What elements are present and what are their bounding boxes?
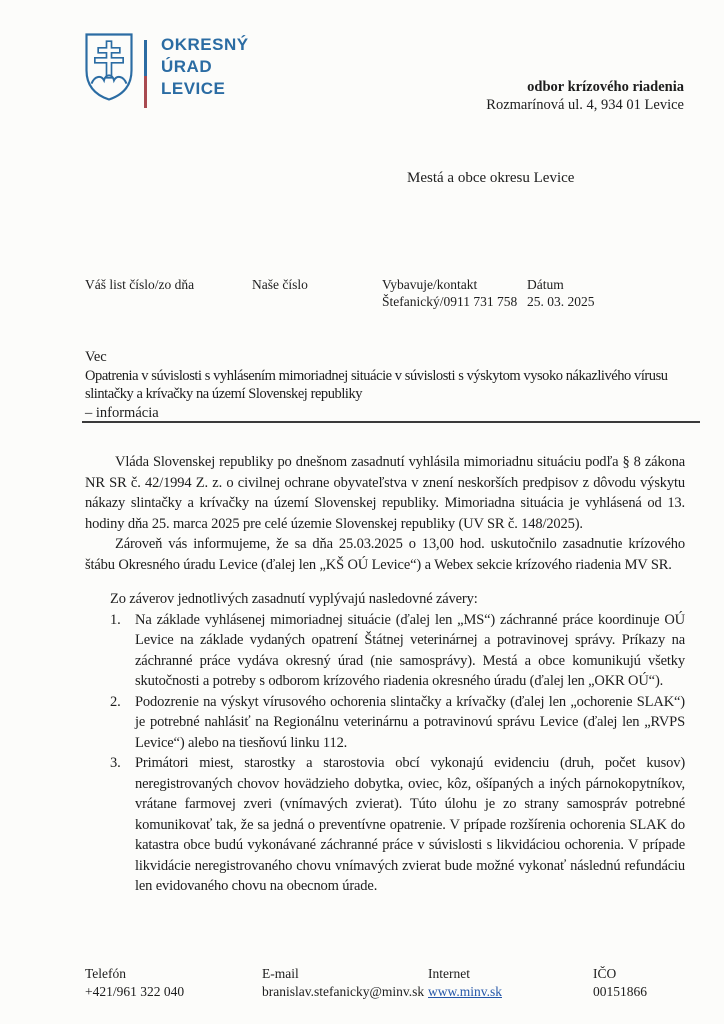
ref-date: [527, 276, 595, 310]
list-item: [85, 692, 685, 754]
footer-label: IČO: [593, 966, 617, 981]
list-number: 3.: [110, 755, 121, 771]
reference-block: [85, 276, 685, 316]
subject-block: [85, 348, 685, 422]
paragraph: Zároveň vás informujeme, že sa dňa 25.03.2025 o 13,00 hod. uskutočnilo zasadnutie krízového štábu Okresného úradu Levice (ďalej len „KŠ OÚ Levice“) a Webex sekcie krízového riadenia MV SR.: [85, 536, 685, 573]
ref-label: Naše číslo: [252, 277, 308, 292]
footer-internet: [428, 965, 502, 1001]
footer-email: [262, 965, 424, 1001]
ref-our-number: [252, 276, 308, 293]
list-number: 2.: [110, 693, 121, 710]
letterhead: [84, 30, 249, 108]
letterhead-divider: [144, 40, 147, 108]
divider-blue-segment: [144, 40, 147, 76]
footer-label: Internet: [428, 966, 470, 981]
department-block: [486, 78, 684, 114]
ref-your-number: [85, 276, 194, 293]
letter-body: [85, 452, 685, 897]
ref-label: Váš list číslo/zo dňa: [85, 277, 195, 292]
list-item: [85, 610, 685, 692]
paragraph: Zo záverov jednotlivých zasadnutí vyplývajú nasledovné závery:: [110, 591, 478, 607]
office-name-line: OKRESNÝ: [161, 35, 249, 54]
coat-of-arms-icon: [84, 30, 134, 104]
ref-label: Vybavuje/kontakt: [382, 277, 478, 292]
ref-value: Štefanický/0911 731 758: [382, 294, 518, 309]
footer-phone: [85, 965, 184, 1001]
list-text: Na základe vyhlásenej mimoriadnej situácie (ďalej len „MS“) záchranné práce koordinuje OÚ Levice na základe vydaných opatrení Štátnej veterinárnej a potravinovej správy. Príkazy na záchranné práce vydáva okresný úrad (nie samosprávy). Mestá a obce komunikujú všetky skutočnosti a potreby s odborom krízového riadenia okresného úradu (ďalej len „OKR OÚ“).: [135, 611, 685, 689]
ref-value: 25. 03. 2025: [527, 294, 595, 309]
list-text: Podozrenie na výskyt vírusového ochorenia slintačky a krívačky (ďalej len „ochorenie SLAK“) je potrebné nahlásiť na Regionálnu veterinárnu a potravinovú správu Levice (ďalej len „RVPS Levice“) alebo na tiesňovú linku 112.: [135, 693, 685, 751]
office-name-line: ÚRAD: [161, 57, 213, 76]
footer-value: +421/961 322 040: [85, 984, 185, 999]
office-name-line: LEVICE: [161, 79, 226, 98]
department-name: odbor krízového riadenia: [527, 79, 684, 95]
website-link[interactable]: www.minv.sk: [428, 984, 502, 999]
subject-label: Vec: [85, 349, 107, 365]
footer-value: branislav.stefanicky@minv.sk: [262, 984, 425, 999]
ref-label: Dátum: [527, 277, 564, 292]
subject-underline-rule: [82, 421, 700, 423]
footer-value: 00151866: [593, 984, 647, 999]
office-name: [161, 34, 249, 100]
ref-handled-by: [382, 276, 517, 310]
paragraph: Vláda Slovenskej republiky po dnešnom zasadnutí vyhlásila mimoriadnu situáciu podľa § 8 zákona NR SR č. 42/1994 Z. z. o civilnej ochrane obyvateľstva v znení neskorších predpisov z dôvodu výskytu nákazy slintačky a krívačky na území Slovenskej republiky. Mimoriadna situácia je vyhlásená od 13. hodiny dňa 25. marca 2025 pre celé územie Slovenskej republiky (UV SR č. 148/2025).: [85, 454, 685, 532]
addressee: Mestá a obce okresu Levice: [407, 170, 575, 186]
footer-ico: [593, 965, 647, 1001]
subject-title: Opatrenia v súvislosti s vyhlásením mimoriadnej situácie v súvislosti s výskytom vysoko nákazlivého vírusu slintačky a krívačky na území Slovenskej republiky: [85, 367, 668, 402]
list-number: 1.: [110, 611, 121, 628]
footer-label: E-mail: [262, 966, 299, 981]
footer-label: Telefón: [85, 966, 127, 981]
list-text: Primátori miest, starostky a starostovia obcí vykonajú evidenciu (druh, počet kusov) neregistrovaných chovov hovädzieho dobytka, oviec, kôz, ošípaných a iných párnokopytníkov, vrátane farmovej zveri (vnímavých zvierat). Túto úlohu je zo strany samospráv potrebné komunikovať tak, že sa jedná o preventívne opatrenie. V prípade rozšírenia ochorenia SLAK do katastra obce budú vykonávané záchranné práce v súvislosti s likvidáciou ochorenia. V prípade likvidácie neregistrovaného chovu vnímavých zvierat bude možné vykonať následnú refundáciu len evidovaného chovu na obecnom úrade.: [135, 755, 685, 894]
divider-red-segment: [144, 76, 147, 108]
subject-suffix: – informácia: [85, 404, 159, 421]
list-item: [85, 753, 685, 897]
department-address: Rozmarínová ul. 4, 934 01 Levice: [486, 97, 684, 113]
